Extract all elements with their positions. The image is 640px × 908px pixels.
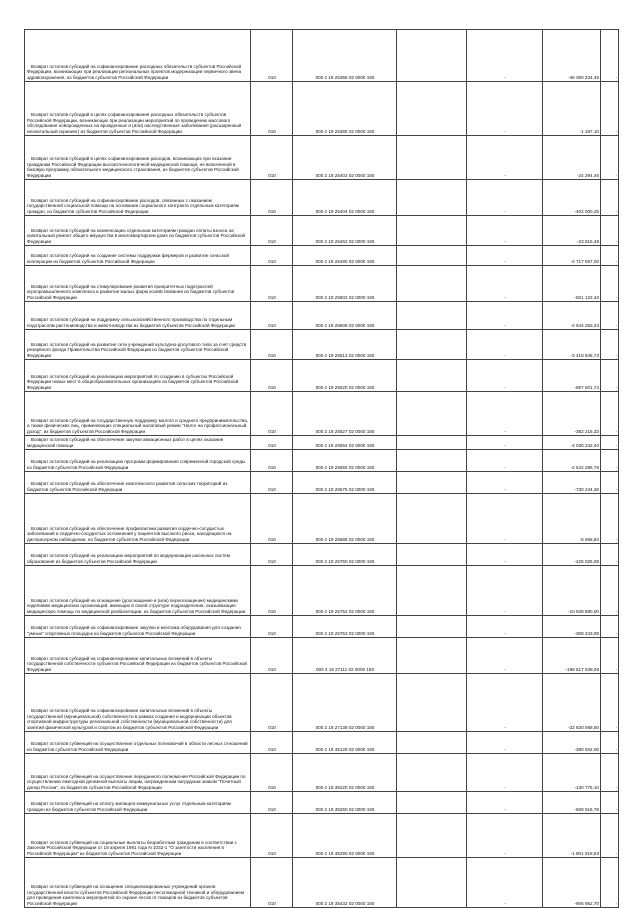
row-empty-cell <box>397 266 467 302</box>
row-dash-cell-end: - <box>601 436 619 450</box>
row-code-cell: 010 <box>251 544 293 566</box>
row-amount-cell: -380 942,06 <box>543 732 601 754</box>
row-empty-cell <box>397 858 467 908</box>
row-dash-cell: - <box>467 472 543 494</box>
row-dash-cell: - <box>467 302 543 330</box>
table-row <box>25 266 619 302</box>
table-row <box>25 180 619 216</box>
row-dash-cell: - <box>467 638 543 674</box>
row-name-cell: Возврат остатков субсидий на софинансирование капитальных вложений в объекты государственной (муниципальной) собственности в рамках создания и модернизации объектов спортивной инфраструктуры региональной собственности (муниципальной собственности) для занятий физической культурой и спортом из бюджетов субъектов Российской Федерации <box>25 674 251 732</box>
table-row <box>25 544 619 566</box>
row-empty-cell <box>397 754 467 792</box>
row-dash-cell: - <box>467 82 543 136</box>
row-kbk-cell: 000 2 19 25576 02 0000 150 <box>293 472 397 494</box>
row-empty-cell <box>397 392 467 436</box>
row-kbk-cell: 000 2 19 25586 02 0000 150 <box>293 494 397 544</box>
row-code-cell: 010 <box>251 450 293 472</box>
row-amount-cell: -2 542 286,76 <box>543 450 601 472</box>
row-kbk-cell: 000 2 19 25555 02 0000 150 <box>293 450 397 472</box>
row-kbk-cell: 000 2 19 25750 02 0000 150 <box>293 544 397 566</box>
row-empty-cell <box>397 566 467 616</box>
row-dash-cell-end: - <box>601 330 619 360</box>
row-name-cell: Возврат остатков субвенций на оплату жилищно-коммунальных услуг отдельным категориям граждан из бюджетов субъектов Российской Федерации <box>25 792 251 814</box>
row-code-cell: 010 <box>251 246 293 266</box>
row-dash-cell: - <box>467 436 543 450</box>
table-row <box>25 674 619 732</box>
row-code-cell: 010 <box>251 82 293 136</box>
row-name-cell: Возврат остатков субсидий на поддержку сельскохозяйственного производства по отдельным подотраслям растениеводства и животноводства из бюджетов субъектов Российской Федерации <box>25 302 251 330</box>
row-code-cell: 010 <box>251 814 293 858</box>
row-kbk-cell: 000 2 19 27111 02 0000 150 <box>293 638 397 674</box>
row-code-cell: 010 <box>251 792 293 814</box>
row-amount-cell: -130 776,10 <box>543 754 601 792</box>
row-dash-cell-end: - <box>601 544 619 566</box>
row-dash-cell: - <box>467 732 543 754</box>
row-empty-cell <box>397 638 467 674</box>
row-code-cell: 010 <box>251 302 293 330</box>
row-code-cell: 010 <box>251 392 293 436</box>
row-name-cell: Возврат остатков субсидий в целях софинансирования расходных обязательств субъектов Российской Федерации, возникающих при реализации мероприятий по проведению массового обследования новорожденных на врожденные и (или) наследственные заболевания (расширенный неонатальный скрининг) из бюджетов субъектов Российской Федерации <box>25 82 251 136</box>
row-kbk-cell: 000 2 19 35432 02 0000 150 <box>293 858 397 908</box>
row-name-cell: Возврат остатков субсидий на реализацию мероприятий по созданию в субъектах Российской Федерации новых мест в общеобразовательных организациях из бюджетов субъектов Российской Федерации <box>25 360 251 392</box>
row-kbk-cell: 000 2 19 25753 02 0000 150 <box>293 616 397 638</box>
row-dash-cell-end: - <box>601 246 619 266</box>
budget-report-table <box>24 29 619 908</box>
row-empty-cell <box>397 216 467 246</box>
table-row <box>25 858 619 908</box>
row-name-cell: Возврат остатков субсидий на обеспечение комплексного развития сельских территорий из бюджетов субъектов Российской Федерации <box>25 472 251 494</box>
row-dash-cell: - <box>467 30 543 82</box>
table-row <box>25 216 619 246</box>
table-row <box>25 30 619 82</box>
row-name-cell: Возврат остатков субвенций на социальные выплаты безработным гражданам в соответствии с Законом Российской Федерации от 19 апреля 1991 года N 1032-1 "О занятости населения в Российской Федерации" из бюджетов субъектов Российской Федерации <box>25 814 251 858</box>
row-amount-cell: -308 243,08 <box>543 616 601 638</box>
row-name-cell: Возврат остатков субсидий на оснащение (дооснащение и (или) переоснащение) медицинскими изделиями медицинских организаций, имеющих в своей структуре подразделения, оказывающие медицинскую помощь по медицинской реабилитации, из бюджетов субъектов Российской Федерации <box>25 566 251 616</box>
row-code-cell: 010 <box>251 858 293 908</box>
row-empty-cell <box>397 732 467 754</box>
row-kbk-cell: 000 2 19 25480 02 0000 150 <box>293 246 397 266</box>
row-empty-cell <box>397 450 467 472</box>
row-code-cell: 010 <box>251 494 293 544</box>
row-name-cell: Возврат остатков субсидий на софинансирование закупки и монтажа оборудования для создания "умных" спортивных площадок из бюджетов субъектов Российской Федерации <box>25 616 251 638</box>
row-empty-cell <box>397 330 467 360</box>
row-dash-cell-end: - <box>601 566 619 616</box>
row-dash-cell: - <box>467 544 543 566</box>
row-empty-cell <box>397 436 467 450</box>
row-code-cell: 010 <box>251 566 293 616</box>
row-dash-cell-end: - <box>601 136 619 180</box>
row-dash-cell: - <box>467 494 543 544</box>
row-name-cell: Возврат остатков субсидий на софинансирование расходных обязательств субъектов Российской Федерации, возникающих при реализации региональных проектов модернизации первичного звена здравоохранения, из бюджетов субъектов Российской Федерации <box>25 30 251 82</box>
table-row <box>25 732 619 754</box>
row-amount-cell: -730 244,38 <box>543 472 601 494</box>
row-dash-cell: - <box>467 216 543 246</box>
row-amount-cell: -48 360 334,49 <box>543 30 601 82</box>
row-kbk-cell: 000 2 19 35129 02 0000 150 <box>293 732 397 754</box>
row-amount-cell: -402 000,25 <box>543 180 601 216</box>
row-name-cell: Возврат остатков субсидий на компенсацию отдельным категориям граждан оплаты взноса на капитальный ремонт общего имущества в многоквартирном доме из бюджетов субъектов Российской Федерации <box>25 216 251 246</box>
table-row <box>25 82 619 136</box>
row-empty-cell <box>397 82 467 136</box>
row-name-cell: Возврат остатков субвенций на осуществление отдельных полномочий в области лесных отношений из бюджетов субъектов Российской Федерации <box>25 732 251 754</box>
row-code-cell: 010 <box>251 180 293 216</box>
row-empty-cell <box>397 792 467 814</box>
row-kbk-cell: 000 2 19 25402 02 0000 150 <box>293 136 397 180</box>
row-code-cell: 010 <box>251 360 293 392</box>
table-row <box>25 754 619 792</box>
row-kbk-cell: 000 2 19 25385 02 0000 150 <box>293 82 397 136</box>
row-kbk-cell: 000 2 19 35290 02 0000 150 <box>293 814 397 858</box>
row-kbk-cell: 000 2 19 27139 02 0000 150 <box>293 674 397 732</box>
row-code-cell: 010 <box>251 330 293 360</box>
row-dash-cell-end: - <box>601 494 619 544</box>
row-kbk-cell: 000 2 19 25527 02 0000 150 <box>293 392 397 436</box>
row-dash-cell: - <box>467 360 543 392</box>
row-kbk-cell: 000 2 19 25508 02 0000 150 <box>293 302 397 330</box>
row-kbk-cell: 000 2 19 25462 02 0000 150 <box>293 216 397 246</box>
row-dash-cell: - <box>467 266 543 302</box>
row-code-cell: 010 <box>251 266 293 302</box>
row-dash-cell: - <box>467 246 543 266</box>
table-row <box>25 638 619 674</box>
row-dash-cell: - <box>467 616 543 638</box>
row-dash-cell-end: - <box>601 858 619 908</box>
row-dash-cell: - <box>467 674 543 732</box>
row-empty-cell <box>397 674 467 732</box>
row-amount-cell: -425 025,08 <box>543 544 601 566</box>
row-code-cell: 010 <box>251 30 293 82</box>
row-dash-cell-end: - <box>601 30 619 82</box>
row-name-cell: Возврат остатков субвенций на осуществление переданного полномочия Российской Федерации по осуществлению ежегодной денежной выплаты лицам, награжденным нагрудным знаком "Почетный донор России", из бюджетов субъектов Российской Федерации <box>25 754 251 792</box>
row-kbk-cell: 000 2 19 35220 02 0000 150 <box>293 754 397 792</box>
row-code-cell: 010 <box>251 638 293 674</box>
row-name-cell: Возврат остатков субсидий на реализацию программ формирования современной городской среды из бюджетов субъектов Российской Федерации <box>25 450 251 472</box>
row-amount-cell: -501 122,43 <box>543 266 601 302</box>
row-kbk-cell: 000 2 19 25404 02 0000 150 <box>293 180 397 216</box>
row-name-cell: Возврат остатков субсидий на государственную поддержку малого и среднего предпринимательства, а также физических лиц, применяющих специальный налоговый режим "Налог на профессиональный доход", из бюджетов субъектов Российской Федерации <box>25 392 251 436</box>
row-empty-cell <box>397 302 467 330</box>
row-amount-cell: -4 030 242,40 <box>543 436 601 450</box>
row-dash-cell-end: - <box>601 216 619 246</box>
row-dash-cell: - <box>467 180 543 216</box>
row-amount-cell: -3 418 846,73 <box>543 330 601 360</box>
row-dash-cell: - <box>467 330 543 360</box>
report-page <box>24 29 618 908</box>
row-empty-cell <box>397 136 467 180</box>
row-dash-cell: - <box>467 814 543 858</box>
row-empty-cell <box>397 616 467 638</box>
row-dash-cell-end: - <box>601 450 619 472</box>
table-row <box>25 246 619 266</box>
row-code-cell: 010 <box>251 754 293 792</box>
row-amount-cell: -382 216,33 <box>543 392 601 436</box>
row-kbk-cell: 000 2 19 25554 02 0000 150 <box>293 436 397 450</box>
row-name-cell: Возврат остатков субсидий на развитие сети учреждений культурно-досугового типа за счет средств резервного фонда Правительства Российской Федерации из бюджетов субъектов Российской Федерации <box>25 330 251 360</box>
row-code-cell: 010 <box>251 216 293 246</box>
row-dash-cell: - <box>467 792 543 814</box>
row-amount-cell: -906 952,70 <box>543 858 601 908</box>
row-name-cell: Возврат остатков субсидий на софинансирование капитальных вложений в объекты государственной собственности субъектов Российской Федерации из бюджетов субъектов Российской Федерации <box>25 638 251 674</box>
table-row <box>25 360 619 392</box>
table-row <box>25 494 619 544</box>
row-dash-cell-end: - <box>601 266 619 302</box>
row-kbk-cell: 000 2 19 25502 02 0000 150 <box>293 266 397 302</box>
row-empty-cell <box>397 544 467 566</box>
row-amount-cell: -2 717 937,00 <box>543 246 601 266</box>
table-row <box>25 330 619 360</box>
row-empty-cell <box>397 360 467 392</box>
row-dash-cell-end: - <box>601 638 619 674</box>
row-dash-cell: - <box>467 136 543 180</box>
table-row <box>25 450 619 472</box>
row-amount-cell: -2 944 283,43 <box>543 302 601 330</box>
table-row <box>25 566 619 616</box>
row-dash-cell-end: - <box>601 754 619 792</box>
row-dash-cell-end: - <box>601 814 619 858</box>
table-row <box>25 616 619 638</box>
row-amount-cell: -196 517 539,06 <box>543 638 601 674</box>
row-kbk-cell: 000 2 19 25513 02 0000 150 <box>293 330 397 360</box>
row-code-cell: 010 <box>251 732 293 754</box>
row-dash-cell-end: - <box>601 360 619 392</box>
row-name-cell: Возврат остатков субвенций на оснащение специализированных учреждений органов государственной власти субъектов Российской Федерации лесопожарной техникой и оборудованием для проведения комплекса мероприятий по охране лесов от пожаров из бюджетов субъектов Российской Федерации <box>25 858 251 908</box>
row-empty-cell <box>397 30 467 82</box>
row-amount-cell: -1 187,10 <box>543 82 601 136</box>
row-dash-cell-end: - <box>601 616 619 638</box>
row-amount-cell: -6 668,84 <box>543 494 601 544</box>
row-dash-cell-end: - <box>601 302 619 330</box>
row-dash-cell-end: - <box>601 180 619 216</box>
row-code-cell: 010 <box>251 674 293 732</box>
row-amount-cell: -1 801 818,53 <box>543 814 601 858</box>
row-empty-cell <box>397 246 467 266</box>
row-code-cell: 010 <box>251 436 293 450</box>
row-amount-cell: -897 501,74 <box>543 360 601 392</box>
row-empty-cell <box>397 814 467 858</box>
row-dash-cell: - <box>467 392 543 436</box>
row-dash-cell: - <box>467 754 543 792</box>
row-name-cell: Возврат остатков субсидий на создание системы поддержки фермеров и развитие сельской кооперации из бюджетов субъектов Российской Федерации <box>25 246 251 266</box>
table-row <box>25 392 619 436</box>
table-row <box>25 436 619 450</box>
table-row <box>25 136 619 180</box>
row-empty-cell <box>397 494 467 544</box>
row-name-cell: Возврат остатков субсидий на обеспечение профилактики развития сердечно-сосудистых заболеваний и сердечно-сосудистых осложнений у пациентов высокого риска, находящихся на диспансерном наблюдении, из бюджетов субъектов Российской Федерации <box>25 494 251 544</box>
row-dash-cell-end: - <box>601 792 619 814</box>
row-name-cell: Возврат остатков субсидий на стимулирование развития приоритетных подотраслей агропромышленного комплекса и развитие малых форм хозяйствования из бюджетов субъектов Российской Федерации <box>25 266 251 302</box>
row-dash-cell-end: - <box>601 82 619 136</box>
row-kbk-cell: 000 2 19 25520 02 0000 150 <box>293 360 397 392</box>
row-dash-cell: - <box>467 858 543 908</box>
row-name-cell: Возврат остатков субсидий на софинансирование расходов, связанных с оказанием государственной социальной помощи на основании социального контракта отдельным категориям граждан, из бюджетов субъектов Российской Федерации <box>25 180 251 216</box>
row-amount-cell: -23 815,48 <box>543 216 601 246</box>
row-amount-cell: -10 928 980,00 <box>543 566 601 616</box>
row-dash-cell: - <box>467 450 543 472</box>
row-amount-cell: -24 294,46 <box>543 136 601 180</box>
row-dash-cell-end: - <box>601 392 619 436</box>
row-amount-cell: -608 916,78 <box>543 792 601 814</box>
row-empty-cell <box>397 472 467 494</box>
row-dash-cell-end: - <box>601 674 619 732</box>
table-row <box>25 814 619 858</box>
row-dash-cell: - <box>467 566 543 616</box>
row-name-cell: Возврат остатков субсидий в целях софинансирования расходов, возникающих при оказании гражданам Российской Федерации высокотехнологичной медицинской помощи, не включенной в базовую программу обязательного медицинского страхования, из бюджетов субъектов Российской Федерации <box>25 136 251 180</box>
row-code-cell: 010 <box>251 472 293 494</box>
row-name-cell: Возврат остатков субсидий на обеспечение закупки авиационных работ в целях оказания медицинской помощи <box>25 436 251 450</box>
row-dash-cell-end: - <box>601 732 619 754</box>
row-amount-cell: -22 830 068,50 <box>543 674 601 732</box>
row-kbk-cell: 000 2 19 25752 02 0000 150 <box>293 566 397 616</box>
row-name-cell: Возврат остатков субсидий на реализацию мероприятий по модернизации школьных систем образования из бюджетов субъектов Российской Федерации <box>25 544 251 566</box>
row-code-cell: 010 <box>251 616 293 638</box>
row-dash-cell-end: - <box>601 472 619 494</box>
row-kbk-cell: 000 2 19 25365 02 0000 150 <box>293 30 397 82</box>
table-row <box>25 302 619 330</box>
table-row <box>25 792 619 814</box>
row-empty-cell <box>397 180 467 216</box>
table-row <box>25 472 619 494</box>
row-code-cell: 010 <box>251 136 293 180</box>
row-kbk-cell: 000 2 19 35250 02 0000 150 <box>293 792 397 814</box>
